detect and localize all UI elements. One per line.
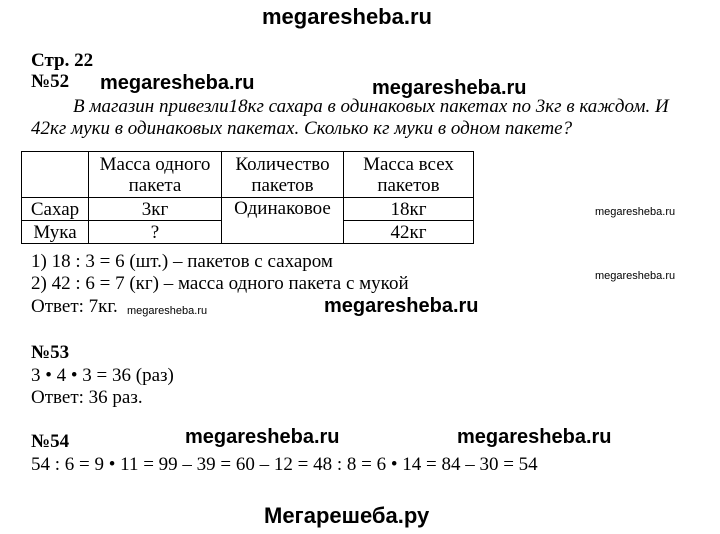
watermark: megaresheba.ru [457, 426, 612, 448]
problem-52-text-line1: В магазин привезли18кг сахара в одинаковых пакетах по 3кг в каждом. И [73, 96, 669, 117]
table-cell: Сахар [22, 198, 89, 221]
problem-52-answer: Ответ: 7кг. [31, 296, 118, 317]
table-cell: 42кг [344, 221, 474, 244]
problem-52-table [21, 151, 474, 244]
page-label: Стр. 22 [31, 50, 94, 71]
problem-52-text-line2: 42кг муки в одинаковых пакетах. Сколько кг муки в одном пакете? [31, 118, 573, 139]
problem-53-number: №53 [31, 342, 70, 363]
header-mass-all: Масса всех пакетов [363, 153, 454, 196]
problem-52-number: №52 [31, 71, 70, 92]
table-header [89, 152, 222, 198]
watermark: megaresheba.ru [100, 72, 255, 94]
table-cell: Мука [22, 221, 89, 244]
problem-54-solution: 54 : 6 = 9 • 11 = 99 – 39 = 60 – 12 = 48 : 8 = 6 • 14 = 84 – 30 = 54 [31, 454, 538, 475]
table-cell: 3кг [89, 198, 222, 221]
table-header [222, 152, 344, 198]
problem-52-solution-2: 2) 42 : 6 = 7 (кг) – масса одного пакета с мукой [31, 273, 409, 294]
watermark: megaresheba.ru [127, 305, 208, 317]
watermark: megaresheba.ru [324, 295, 479, 317]
header-count: Количество пакетов [235, 153, 330, 196]
watermark: megaresheba.ru [595, 206, 676, 218]
table-header-empty [22, 152, 89, 198]
problem-53-solution: 3 • 4 • 3 = 36 (раз) [31, 365, 174, 386]
header-watermark: megaresheba.ru [262, 4, 432, 29]
watermark: megaresheba.ru [185, 426, 340, 448]
problem-54-number: №54 [31, 431, 70, 452]
problem-52-solution-1: 1) 18 : 3 = 6 (шт.) – пакетов с сахаром [31, 251, 333, 272]
table-cell: Одинаковое [222, 198, 344, 244]
watermark: megaresheba.ru [372, 77, 527, 99]
header-mass-one: Масса одного пакета [99, 153, 211, 196]
problem-53-answer: Ответ: 36 раз. [31, 387, 143, 408]
footer-watermark: Мегарешеба.ру [264, 503, 430, 528]
table-cell: 18кг [344, 198, 474, 221]
table-header [344, 152, 474, 198]
watermark: megaresheba.ru [595, 270, 676, 282]
table-cell: ? [89, 221, 222, 244]
